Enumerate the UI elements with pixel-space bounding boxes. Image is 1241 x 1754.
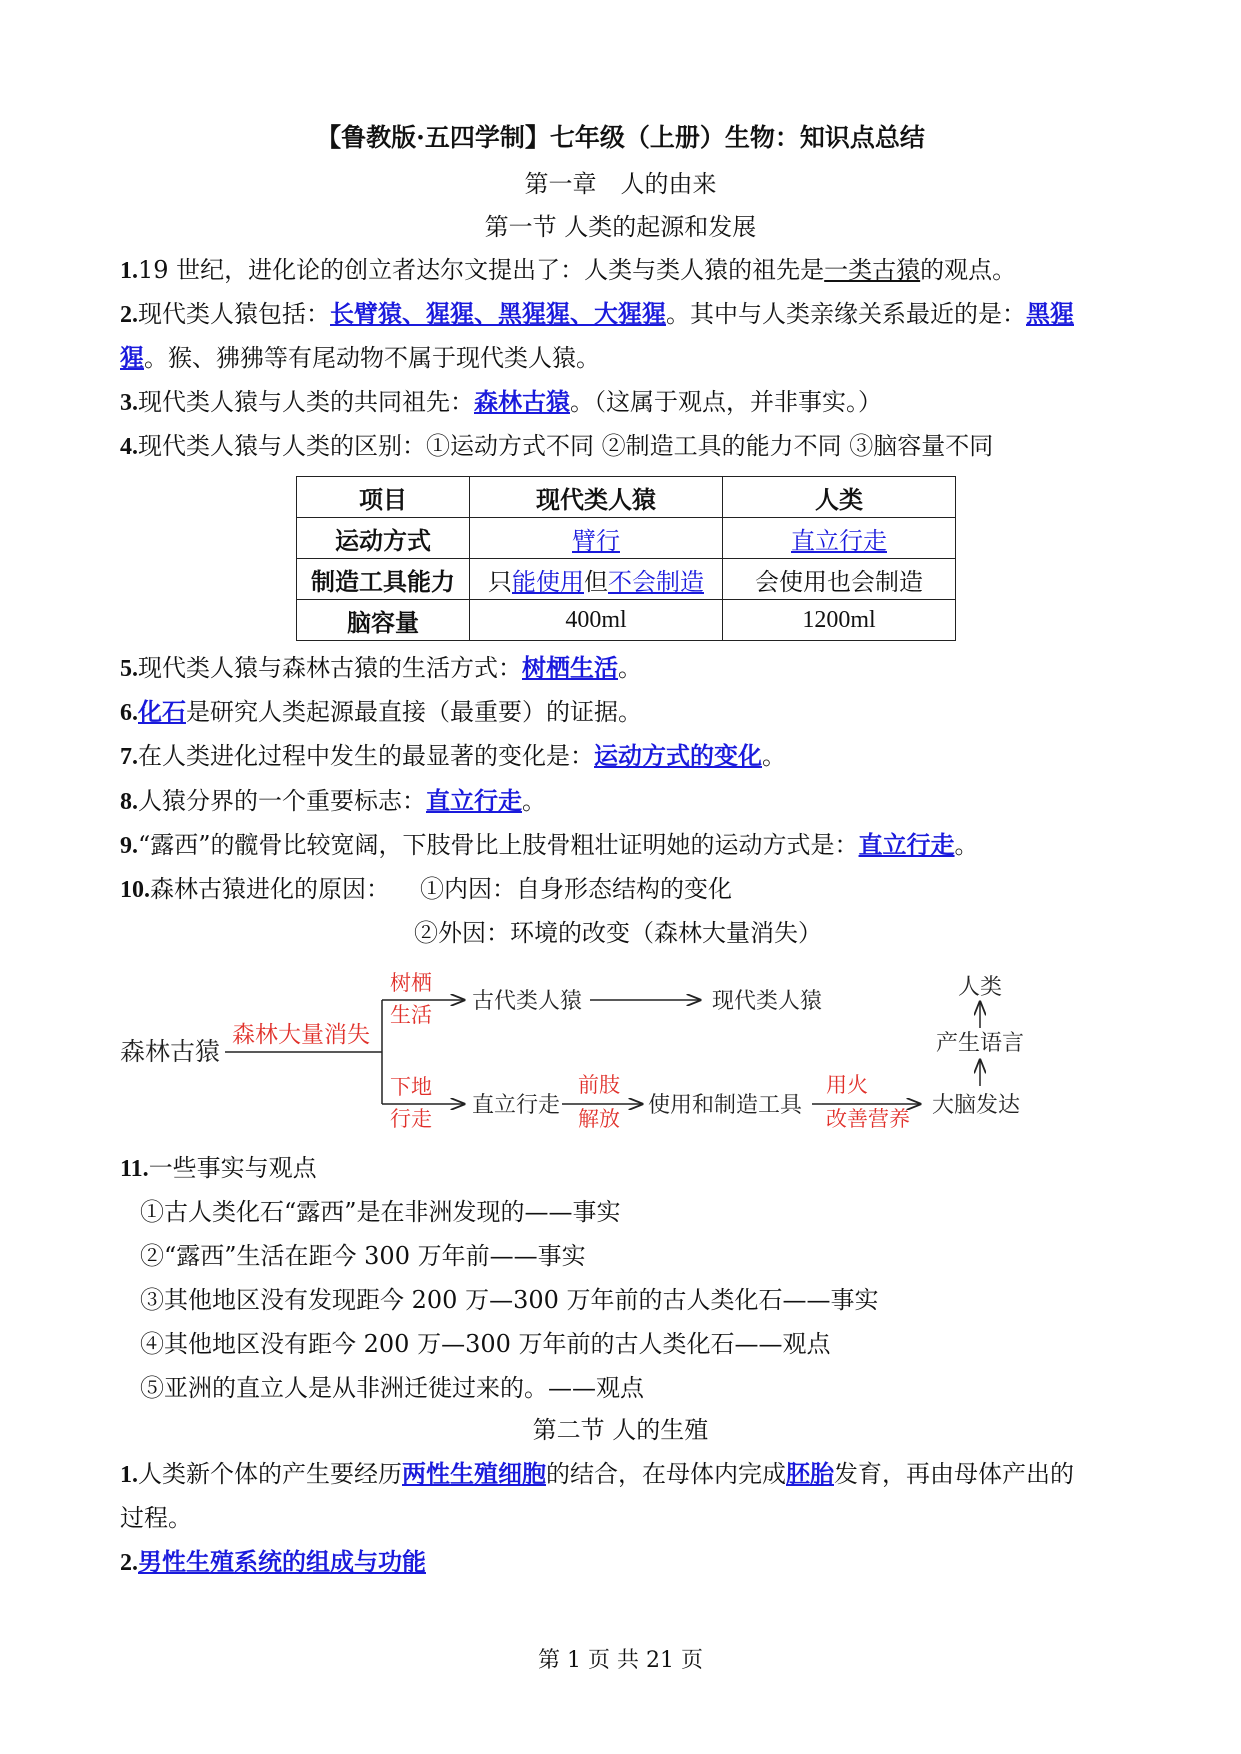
- footer-text: 页: [681, 1648, 704, 1673]
- table-cell: 400ml: [470, 600, 723, 641]
- table-row-label: 制造工具能力: [297, 559, 470, 600]
- table-header: 人类: [723, 477, 956, 518]
- flow-node-human: 人类: [958, 975, 1003, 1000]
- footer-text: 第: [537, 1648, 560, 1673]
- fact-item: ④其他地区没有距今 200 万—300 万年前的古人类化石——观点: [140, 1330, 831, 1358]
- table-text: 但: [584, 567, 608, 596]
- item-answer: 直立行走: [858, 830, 955, 859]
- table-header: 现代类人猿: [470, 477, 723, 518]
- item-answer: 男性生殖系统的组成与功能: [138, 1547, 426, 1576]
- flow-label: 前肢: [578, 1073, 620, 1097]
- item-text: 。其中与人类亲缘关系最近的是：: [666, 300, 1026, 328]
- fact-item: ③其他地区没有发现距今 200 万—300 万年前的古人类化石——事实: [140, 1286, 879, 1314]
- item-answer: 两性生殖细胞: [402, 1459, 546, 1488]
- item-text: 人猿分界的一个重要标志：: [138, 787, 426, 815]
- item-8: [120, 781, 546, 816]
- flow-start: 森林古猿: [120, 1037, 221, 1066]
- item-3: [120, 382, 882, 417]
- s2-item-1-continued: 过程。: [120, 1504, 192, 1532]
- item-6: [120, 692, 642, 727]
- item-4: [120, 426, 993, 461]
- item-answer: 黑猩: [1026, 299, 1074, 328]
- item-number: 10.: [120, 877, 150, 903]
- item-text: 现代类人猿包括：: [138, 300, 330, 328]
- item-answer: 一类古猿: [824, 256, 921, 284]
- item-text: 现代类人猿与人类的区别：①运动方式不同 ②制造工具的能力不同 ③脑容量不同: [138, 432, 994, 460]
- item-answer: 化石: [138, 697, 186, 726]
- flow-label: 改善营养: [826, 1107, 910, 1131]
- table-cell: [470, 518, 723, 559]
- item-9: [120, 825, 979, 860]
- fact-item: ②“露西”生活在距今 300 万年前——事实: [140, 1242, 586, 1270]
- flow-node-upright: 直立行走: [472, 1093, 561, 1118]
- flow-node-modern: 现代类人猿: [712, 989, 823, 1014]
- table-answer: 能使用: [512, 567, 584, 596]
- s2-item-1: [120, 1454, 1074, 1489]
- item-number: 1.: [120, 1462, 138, 1488]
- item-text: 一些事实与观点: [148, 1154, 317, 1182]
- item-2-continued: [120, 338, 600, 373]
- flow-node-language: 产生语言: [936, 1031, 1025, 1056]
- table-row-label: 运动方式: [297, 518, 470, 559]
- flow-label: 树栖: [390, 971, 432, 995]
- item-text: 现代类人猿与森林古猿的生活方式：: [138, 654, 522, 682]
- item-text: 人类新个体的产生要经历: [138, 1460, 402, 1488]
- flow-cause: 森林大量消失: [232, 1022, 370, 1048]
- item-answer: 胚胎: [786, 1459, 834, 1488]
- flow-node-brain: 大脑发达: [932, 1093, 1021, 1118]
- item-text: 。: [522, 787, 546, 815]
- flow-node-tools: 使用和制造工具: [648, 1093, 803, 1118]
- s2-item-2: [120, 1542, 426, 1577]
- item-answer: 猩: [120, 343, 144, 372]
- item-text: 发育，再由母体产出的: [834, 1460, 1074, 1488]
- item-answer: 森林古猿: [474, 387, 570, 416]
- flow-label: 生活: [390, 1003, 432, 1027]
- table-answer: 臂行: [572, 526, 620, 555]
- item-7: [120, 736, 786, 771]
- item-number: 2.: [120, 1550, 138, 1576]
- item-text: 在人类进化过程中发生的最显著的变化是：: [138, 742, 594, 770]
- item-text: ①内因：自身形态结构的变化: [420, 875, 732, 903]
- table-header: 项目: [297, 477, 470, 518]
- table-answer: 不会制造: [608, 567, 704, 596]
- table-text: 只: [488, 567, 512, 596]
- item-10: [120, 869, 732, 904]
- item-answer: 直立行走: [426, 786, 522, 815]
- item-text: “露西”的髋骨比较宽阔，下肢骨比上肢骨粗壮证明她的运动方式是：: [138, 831, 859, 859]
- item-text: 。猴、狒狒等有尾动物不属于现代类人猿。: [144, 344, 600, 372]
- item-number: 3.: [120, 390, 138, 416]
- item-text: 森林古猿进化的原因：: [150, 875, 390, 903]
- item-10-continued: ②外因：环境的改变（森林大量消失）: [414, 919, 822, 947]
- table-row-label: 脑容量: [297, 600, 470, 641]
- item-11: [120, 1148, 317, 1183]
- page-footer: [0, 1643, 1241, 1674]
- table-cell: [723, 518, 956, 559]
- table-cell: [470, 559, 723, 600]
- item-text: 是研究人类起源最直接（最重要）的证据。: [186, 698, 642, 726]
- item-number: 7.: [120, 744, 138, 770]
- item-1: [120, 250, 1016, 285]
- document-title: 【鲁教版·五四学制】七年级（上册）生物：知识点总结: [316, 123, 925, 152]
- table-row: [297, 559, 956, 600]
- flow-label: 解放: [578, 1107, 620, 1131]
- item-number: 8.: [120, 789, 138, 815]
- item-2: [120, 294, 1074, 329]
- footer-text: 页 共: [588, 1648, 639, 1673]
- flow-label: 下地: [390, 1075, 432, 1099]
- fact-item: ⑤亚洲的直立人是从非洲迁徙过来的。——观点: [140, 1374, 644, 1402]
- item-answer: 树栖生活: [522, 653, 618, 682]
- item-number: 5.: [120, 656, 138, 682]
- fact-item: ①古人类化石“露西”是在非洲发现的——事实: [140, 1198, 621, 1226]
- item-text: 的结合，在母体内完成: [546, 1460, 786, 1488]
- table-row: [297, 600, 956, 641]
- total-pages: 21: [646, 1648, 674, 1673]
- section-heading-1: 第一节 人类的起源和发展: [484, 213, 757, 241]
- table-answer: 直立行走: [791, 526, 887, 555]
- item-text: 19 世纪，进化论的创立者达尔文提出了：人类与类人猿的祖先是: [138, 256, 825, 284]
- item-number: 9.: [120, 833, 138, 859]
- item-number: 6.: [120, 700, 138, 726]
- item-number: 2.: [120, 302, 138, 328]
- flow-label: 行走: [390, 1107, 432, 1131]
- item-5: [120, 648, 642, 683]
- item-number: 4.: [120, 434, 138, 460]
- evolution-flow-diagram: [120, 960, 1050, 1135]
- flow-label: 用火: [826, 1073, 868, 1097]
- table-header-row: [297, 477, 956, 518]
- page-number: 1: [567, 1648, 581, 1673]
- table-cell: 1200ml: [723, 600, 956, 641]
- table-row: [297, 518, 956, 559]
- item-text: 现代类人猿与人类的共同祖先：: [138, 388, 474, 416]
- item-answer: 长臂猿、猩猩、黑猩猩、大猩猩: [330, 299, 666, 328]
- item-answer: 运动方式的变化: [594, 741, 762, 770]
- item-text: 。: [762, 742, 786, 770]
- item-number: 11.: [120, 1156, 149, 1182]
- item-text: 的观点。: [920, 256, 1017, 284]
- item-number: 1.: [120, 258, 138, 284]
- comparison-table: [296, 476, 956, 641]
- chapter-heading: 第一章 人的由来: [524, 170, 717, 198]
- flow-node-ancient: 古代类人猿: [472, 989, 583, 1014]
- table-cell: 会使用也会制造: [723, 559, 956, 600]
- item-text: 。（这属于观点，并非事实。）: [570, 388, 882, 416]
- item-text: 。: [954, 831, 979, 859]
- item-text: 。: [618, 654, 642, 682]
- section-heading-2: 第二节 人的生殖: [532, 1416, 709, 1444]
